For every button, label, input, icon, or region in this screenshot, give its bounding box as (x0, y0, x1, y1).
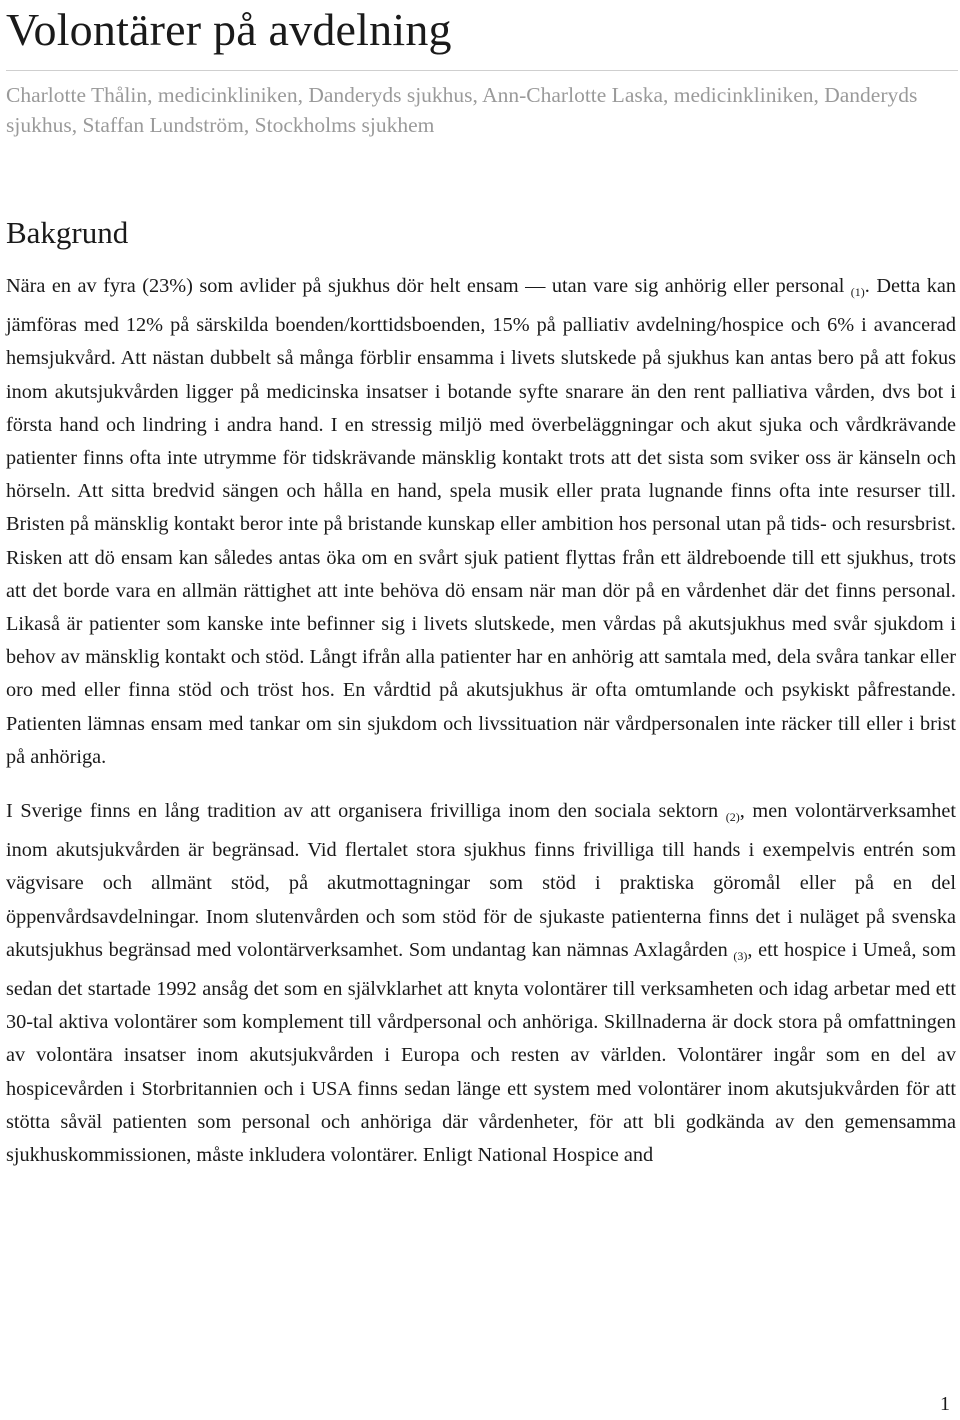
document-page (6, 0, 956, 1172)
reference-marker: (2) (725, 810, 740, 825)
body-paragraph (6, 795, 956, 1172)
paragraph-text: Nära en av fyra (23%) som avlider på sjukhus dör helt ensam — utan vare sig anhörig eller personal (6, 275, 851, 297)
reference-marker: (3) (733, 948, 748, 963)
page-number: 1 (940, 1393, 950, 1415)
document-title: Volontärer på avdelning (6, 4, 452, 55)
reference-marker: (1) (850, 285, 865, 299)
title-divider (6, 70, 958, 71)
paragraph-text: I Sverige finns en lång tradition av att organisera frivilliga inom den sociala sektorn (6, 800, 726, 823)
authors-line: Charlotte Thålin, medicinkliniken, Danderyds sjukhus, Ann-Charlotte Laska, medicinkliniken, Danderyds sjukhus, Staffan Lundström, Stockholms sjukhem (6, 83, 918, 137)
section-heading: Bakgrund (6, 215, 129, 250)
paragraph-text: , ett hospice i Umeå, som sedan det startade 1992 ansåg det som en självklarhet att knyta volontärer till verksamheten och idag arbetar med ett 30-tal aktiva volontärer som komplement till vårdpersonal och anhöriga. Skillnaderna är dock stora på omfattningen av volontära insatser inom akutsjukvården i Europa och resten av världen. Volontärer ingår som en del av hospicevården i Storbritannien och i USA finns sedan länge ett system med volontärer inom akutsjukvården för att stötta såväl patienten som personal och anhöriga där vårdenheter, för att bli godkända av den gemensamma sjukhuskommissionen, måste inkludera volontärer. Enligt National Hospice and (6, 938, 956, 1167)
body-paragraph (6, 270, 956, 774)
paragraph-text: . Detta kan jämföras med 12% på särskilda boenden/korttidsboenden, 15% på palliativ avdelning/hospice och 6% i avancerad hemsjukvård. Att nästan dubbelt så många förblir ensamma i livets slutskede på sjukhus kan antas bero på att fokus inom akutsjukvården ligger på medicinska insatser i botande syfte snarare än den rent palliativa vården, dvs bot i första hand och lindring i andra hand. I en stressig miljö med överbeläggningar och akut sjuka och vårdkrävande patienter finns ofta inte utrymme för tidskrävande mänsklig kontakt trots att det sista som sviker oss är känseln och hörseln. Att sitta bredvid sängen och hålla en hand, spela musik eller prata lugnande finns ofta inte resurser till. Bristen på mänsklig kontakt beror inte på bristande kunskap eller ambition hos personal utan på tids- och resursbrist. Risken att dö ensam kan således antas öka om en svårt sjuk patient flyttas från ett äldreboende till ett sjukhus, trots att det borde vara en allmän rättighet att inte behöva dö ensam när man dör på en vårdenhet där det finns personal. Likaså är patienter som kanske inte befinner sig i livets slutskede, men vårdas på akutsjukhus med svår sjukdom i behov av mänsklig kontakt och stöd. Långt ifrån alla patienter har en anhörig att samtala med, dela svåra tankar eller oro med eller finna stöd och tröst hos. En vårdtid på akutsjukhus är ofta omtumlande och psykiskt påfrestande. Patienten lämnas ensam med tankar om sin sjukdom och livssituation när vårdpersonalen inte räcker till eller i brist på anhöriga. (6, 275, 956, 768)
paragraph-text: , men volontärverksamhet inom akutsjukvården är begränsad. Vid flertalet stora sjukhus finns frivilliga till hands i exempelvis entrén som vägvisare och allmänt stöd, på akutmottagningar som stöd i praktiska göromål eller på en del öppenvårdsavdelningar. Inom slutenvården och som stöd för de sjukaste patienterna finns det i nuläget på svenska akutsjukhus begränsad med volontärverksamhet. Som undantag kan nämnas Axlagården (6, 800, 957, 961)
